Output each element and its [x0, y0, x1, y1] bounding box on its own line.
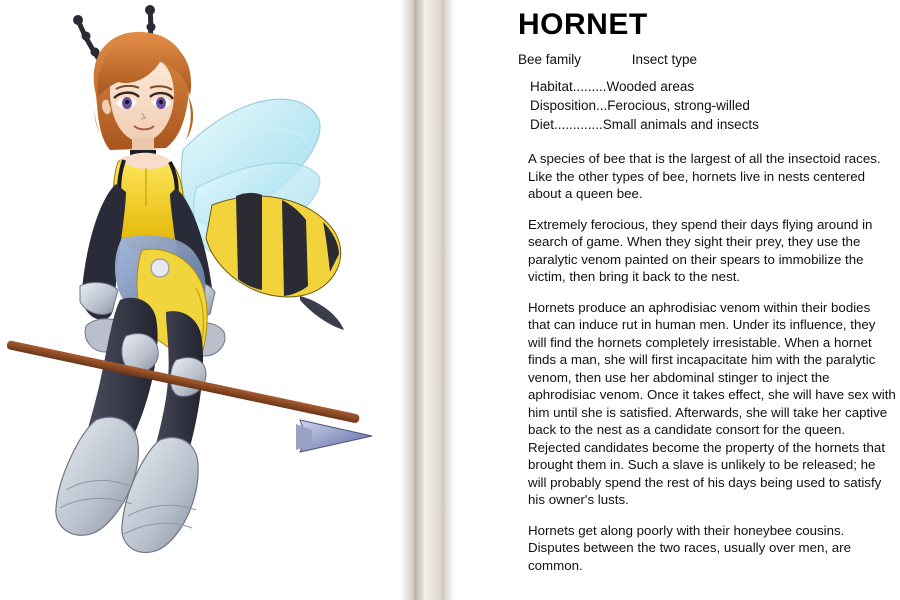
page-fold-strip-4: [442, 0, 454, 600]
page-title: HORNET: [518, 8, 648, 41]
description-paragraph-4: Hornets get along poorly with their honeybee cousins. Disputes between the two races, usually over men, are common.: [528, 522, 851, 573]
stat-disposition: Disposition...Ferocious, strong-willed: [530, 98, 750, 113]
boots: [56, 298, 206, 553]
description-paragraph-3: Hornets produce an aphrodisiac venom within their bodies that can induce rut in human men. Under its influence, they will find the hornets completely irresistable. When a hornet finds a man, she will first incapacitate him with the paralytic venom, then use her abdominal stinger to inject the aphrodisiac venom. Once it takes effect, she will have sex with him until she is satisfied. Afterwards, she will take her captive back to the nest as a candidate consort for the queen. Rejected candidates become the property of the hornets that brought them in. Such a slave is unlikely to be released; he will probably spend the rest of his days being used to satisfy his owner's lusts.: [528, 299, 896, 507]
page-fold-strip-2: [414, 0, 424, 600]
page-fold-strip-1: [400, 0, 414, 600]
brooch: [151, 259, 169, 277]
abdomen: [206, 193, 344, 330]
stat-habitat: Habitat.........Wooded areas: [530, 79, 695, 94]
entry-text-column: [470, 0, 896, 600]
character-illustration: [0, 0, 420, 600]
family-label: Bee family: [518, 52, 582, 67]
page-fold-strip-3: [424, 0, 442, 600]
type-label: Insect type: [631, 52, 698, 67]
hornet-girl-artwork: [0, 0, 420, 600]
description-paragraph-1: A species of bee that is the largest of all the insectoid races. Like the other types of bee, hornets live in nests centered about a queen bee.: [528, 151, 881, 201]
stats-block: [530, 77, 890, 134]
description-paragraph-2: Extremely ferocious, they spend their days flying around in search of game. When they sight their prey, they use the paralytic venom painted on their spears to immobilize the victim, then bring it back to the nest.: [528, 216, 873, 284]
classification-line: [518, 52, 890, 67]
stat-diet: Diet.............Small animals and insects: [530, 117, 759, 132]
